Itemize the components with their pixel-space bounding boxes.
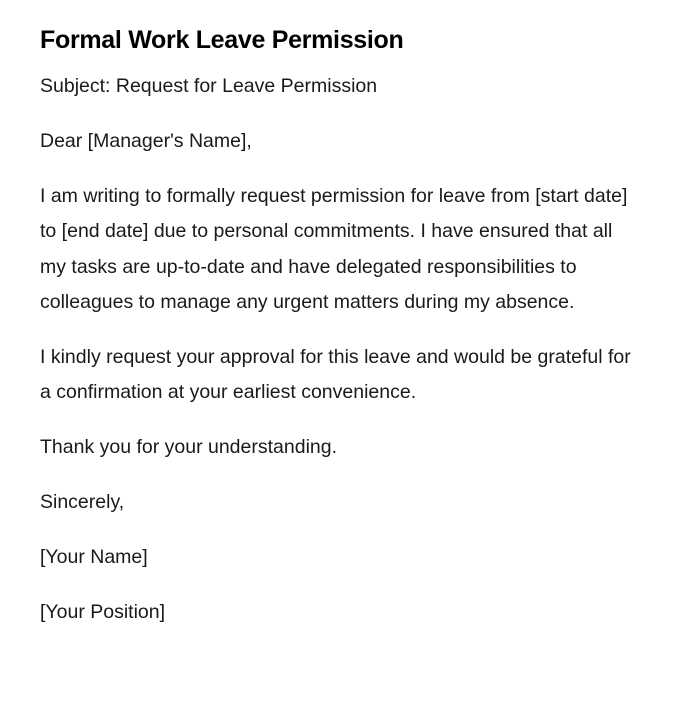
signature-name: [Your Name] (40, 546, 148, 569)
closing-line: Sincerely, (40, 491, 125, 514)
subject-line: Subject: Request for Leave Permission (40, 75, 378, 97)
body-paragraph-2: I kindly request your approval for this leave and would be grateful for a confirmation at your earliest convenience. (40, 345, 631, 404)
salutation: Dear [Manager's Name], (40, 129, 252, 152)
body-paragraph-1: I am writing to formally request permission for leave from [start date] to [end date] due to personal commitments. I have ensured that all my tasks are up-to-date and have delegated responsibilities to colleagues to manage any urgent matters during my absence. (40, 184, 628, 313)
page-title: Formal Work Leave Permission (40, 26, 404, 54)
thanks-line: Thank you for your understanding. (40, 436, 338, 459)
signature-position: [Your Position] (40, 601, 166, 624)
